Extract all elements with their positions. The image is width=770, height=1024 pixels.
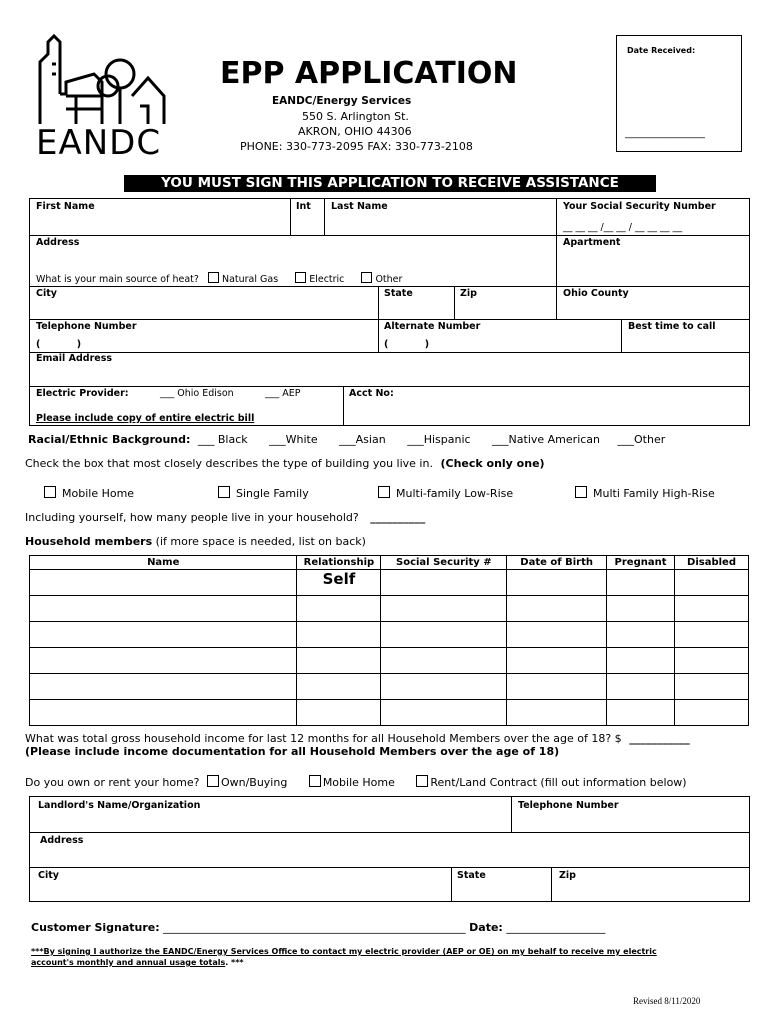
telephone-blank[interactable]: ( )	[36, 339, 82, 350]
telephone-label: Telephone Number	[36, 321, 137, 332]
authorization-line-2: account's monthly and annual usage totals	[31, 958, 226, 967]
date-label: Date:	[469, 921, 503, 934]
page-title: EPP APPLICATION	[220, 56, 518, 91]
racial-option-other[interactable]: ___Other	[617, 433, 666, 446]
household-table	[29, 555, 749, 726]
county-label: Ohio County	[563, 288, 629, 299]
checkbox-icon[interactable]	[295, 272, 306, 283]
table-cell[interactable]	[381, 674, 507, 700]
apartment-label: Apartment	[563, 237, 621, 248]
building-option-multi-high-rise[interactable]: Multi Family High-Rise	[575, 486, 715, 500]
heat-source-row	[36, 272, 402, 285]
income-row	[25, 732, 690, 745]
date-received-label: Date Received:	[627, 46, 696, 55]
table-cell[interactable]	[381, 622, 507, 648]
bill-note: Please include copy of entire electric bill	[36, 413, 255, 424]
city-label: City	[36, 288, 57, 299]
heat-electric-option[interactable]: Electric	[295, 274, 344, 285]
table-cell[interactable]	[381, 570, 507, 596]
authorization-line-1: ***By signing I authorize the EANDC/Energy Services Office to contact my electric provider (AEP or OE) on my behalf to receive my electric	[31, 947, 657, 956]
email-label: Email Address	[36, 353, 113, 364]
checkbox-icon[interactable]	[378, 486, 390, 498]
ssn-blank[interactable]: __ __ __ /__ __ / __ __ __ __	[563, 222, 683, 233]
state-label: State	[384, 288, 413, 299]
eandc-logo	[36, 34, 176, 163]
table-cell[interactable]	[381, 596, 507, 622]
table-cell[interactable]	[675, 674, 749, 700]
building-emphasis: (Check only one)	[440, 457, 545, 470]
table-cell[interactable]	[607, 622, 675, 648]
relationship-self: Self	[297, 570, 381, 596]
checkbox-icon[interactable]	[218, 486, 230, 498]
sign-banner: YOU MUST SIGN THIS APPLICATION TO RECEIVE ASSISTANCE	[124, 175, 656, 192]
racial-option-native-american[interactable]: ___Native American	[492, 433, 601, 446]
racial-label: Racial/Ethnic Background:	[28, 433, 191, 446]
ssn-label: Your Social Security Number	[563, 201, 716, 212]
table-row	[30, 596, 749, 622]
table-row	[30, 700, 749, 726]
table-cell[interactable]	[297, 700, 381, 726]
col-relationship: Relationship	[297, 556, 381, 570]
landlord-telephone-label: Telephone Number	[518, 800, 619, 811]
table-cell[interactable]	[507, 700, 607, 726]
col-pregnant: Pregnant	[607, 556, 675, 570]
racial-row	[28, 433, 665, 446]
zip-label: Zip	[460, 288, 477, 299]
col-dob: Date of Birth	[507, 556, 607, 570]
home-option-mobile[interactable]: Mobile Home	[309, 776, 395, 789]
table-cell[interactable]	[607, 596, 675, 622]
alt-number-label: Alternate Number	[384, 321, 481, 332]
provider-ohio-edison[interactable]: ___ Ohio Edison	[160, 388, 234, 399]
building-question-row	[25, 457, 545, 470]
household-count-row	[25, 511, 425, 524]
racial-option-hispanic[interactable]: ___Hispanic	[407, 433, 471, 446]
alt-number-blank[interactable]: ( )	[384, 339, 430, 350]
authorization-line-2-wrap	[31, 958, 244, 967]
col-ssn: Social Security #	[381, 556, 507, 570]
table-cell[interactable]	[607, 700, 675, 726]
table-cell[interactable]	[30, 622, 297, 648]
table-cell[interactable]	[297, 674, 381, 700]
heat-question: What is your main source of heat?	[36, 274, 199, 285]
building-option-single-family[interactable]: Single Family	[218, 486, 309, 500]
int-label: Int	[296, 201, 311, 212]
landlord-city-label: City	[38, 870, 59, 881]
checkbox-icon[interactable]	[207, 775, 219, 787]
landlord-state-label: State	[457, 870, 486, 881]
provider-aep[interactable]: ___ AEP	[265, 388, 301, 399]
table-cell[interactable]	[675, 622, 749, 648]
checkbox-icon[interactable]	[575, 486, 587, 498]
home-option-own[interactable]: Own/Buying	[207, 776, 287, 789]
table-row	[30, 570, 749, 596]
org-name: EANDC/Energy Services	[272, 95, 412, 107]
org-address-1: 550 S. Arlington St.	[302, 110, 409, 123]
landlord-name-label: Landlord's Name/Organization	[38, 800, 201, 811]
racial-option-asian[interactable]: ___Asian	[339, 433, 386, 446]
table-cell[interactable]	[507, 648, 607, 674]
household-count-question: Including yourself, how many people live in your household?	[25, 511, 359, 524]
last-name-label: Last Name	[331, 201, 388, 212]
table-cell[interactable]	[30, 596, 297, 622]
table-row	[30, 622, 749, 648]
checkbox-icon[interactable]	[416, 775, 428, 787]
heat-natural-gas-option[interactable]: Natural Gas	[208, 274, 278, 285]
household-count-blank[interactable]: __________	[370, 511, 426, 524]
table-cell[interactable]	[507, 570, 607, 596]
signature-label: Customer Signature:	[31, 921, 160, 934]
signature-row	[31, 921, 605, 934]
income-note: (Please include income documentation for all Household Members over the age of 18)	[25, 745, 560, 758]
landlord-grid	[29, 796, 750, 902]
checkbox-icon[interactable]	[208, 272, 219, 283]
date-line[interactable]: __________________	[506, 921, 606, 934]
table-cell[interactable]	[507, 622, 607, 648]
table-cell[interactable]	[381, 648, 507, 674]
org-phone: PHONE: 330-773-2095 FAX: 330-773-2108	[240, 140, 473, 153]
building-option-mobile-home[interactable]: Mobile Home	[44, 486, 134, 500]
racial-option-white[interactable]: ___White	[269, 433, 318, 446]
table-cell[interactable]	[30, 674, 297, 700]
home-row	[25, 775, 687, 789]
table-cell[interactable]	[30, 700, 297, 726]
table-header-row	[30, 556, 749, 570]
address-label: Address	[36, 237, 80, 248]
table-cell[interactable]	[675, 700, 749, 726]
checkbox-icon[interactable]	[361, 272, 372, 283]
household-heading	[25, 535, 366, 548]
table-cell[interactable]	[297, 596, 381, 622]
date-received-box	[616, 35, 742, 152]
electric-provider-label: Electric Provider:	[36, 388, 129, 399]
household-note: (if more space is needed, list on back)	[155, 535, 366, 548]
checkbox-icon[interactable]	[309, 775, 321, 787]
best-time-label: Best time to call	[628, 321, 716, 332]
table-cell[interactable]	[607, 674, 675, 700]
home-option-rent[interactable]: Rent/Land Contract (fill out information below)	[416, 776, 686, 789]
house-skyline-icon	[36, 34, 176, 126]
table-cell[interactable]	[297, 622, 381, 648]
building-option-multi-low-rise[interactable]: Multi-family Low-Rise	[378, 486, 513, 500]
table-row	[30, 674, 749, 700]
income-blank[interactable]: ___________	[629, 732, 690, 745]
acct-no-label: Acct No:	[349, 388, 394, 399]
table-cell[interactable]	[607, 570, 675, 596]
heat-other-option[interactable]: Other	[361, 274, 402, 285]
revised-date: Revised 8/11/2020	[633, 996, 701, 1006]
first-name-label: First Name	[36, 201, 95, 212]
org-address-2: AKRON, OHIO 44306	[298, 125, 412, 138]
table-cell[interactable]	[675, 570, 749, 596]
table-cell[interactable]	[507, 596, 607, 622]
table-cell[interactable]	[381, 700, 507, 726]
col-name: Name	[30, 556, 297, 570]
logo-text: EANDC	[36, 123, 162, 163]
table-cell[interactable]	[507, 674, 607, 700]
building-question: Check the box that most closely describes the type of building you live in.	[25, 457, 433, 470]
checkbox-icon[interactable]	[44, 486, 56, 498]
table-cell[interactable]	[297, 648, 381, 674]
authorization-line-2-end: . ***	[225, 958, 244, 967]
landlord-zip-label: Zip	[559, 870, 576, 881]
date-received-line[interactable]: ________________	[625, 128, 705, 139]
table-cell[interactable]	[30, 570, 297, 596]
table-cell[interactable]	[675, 596, 749, 622]
signature-line[interactable]: _______________________________________________________	[163, 921, 466, 934]
table-cell[interactable]	[607, 648, 675, 674]
table-row	[30, 648, 749, 674]
landlord-address-label: Address	[40, 835, 84, 846]
table-cell[interactable]	[30, 648, 297, 674]
table-cell[interactable]	[675, 648, 749, 674]
income-question: What was total gross household income for last 12 months for all Household Members over the age of 18? $	[25, 732, 622, 745]
household-label: Household members	[25, 535, 153, 548]
col-disabled: Disabled	[675, 556, 749, 570]
home-question: Do you own or rent your home?	[25, 776, 200, 789]
racial-option-black[interactable]: ___ Black	[197, 433, 248, 446]
